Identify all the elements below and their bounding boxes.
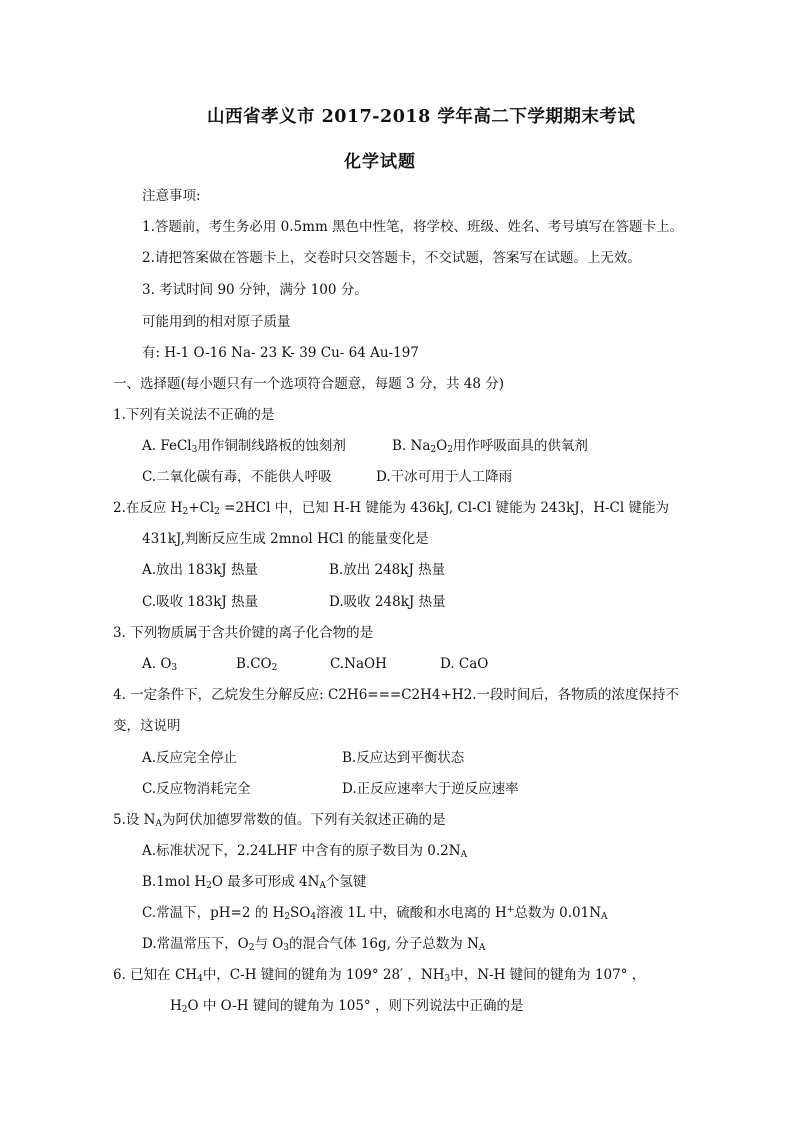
atomic-mass-heading: 可能用到的相对原子质量 xyxy=(142,314,291,330)
question-4-stem: 4. 一定条件下，乙烷发生分解反应: C2H6===C2H4+H2.一段时间后，各物质的浓度保持不 xyxy=(113,687,679,703)
question-4-stem-line2: 变，这说明 xyxy=(113,718,181,734)
notes-item-2: 2.请把答案做在答题卡上，交卷时只交答题卡，不交试题，答案写在试题。上无效。 xyxy=(142,250,641,266)
question-5-stem: 5.设 $N_A$为阿伏加德罗常数的值。下列有关叙述正确的是 xyxy=(113,812,446,829)
question-2-option-b: B.放出 248kJ 热量 xyxy=(329,562,446,578)
question-2-stem: 2.在反应 $H_2+Cl_2 =2HCl$ 中，已知 H-H 键能为 436kJ, Cl-Cl 键能为 243kJ，H-Cl 键能为 xyxy=(113,500,669,517)
question-3-option-b: $B.CO_2$ xyxy=(236,656,278,673)
question-3-option-c: C.NaOH xyxy=(330,656,387,672)
question-2-option-d: D.吸收 248kJ 热量 xyxy=(329,594,446,610)
question-1-option-b: B. $Na_2O_2$用作呼吸面具的供氧剂 xyxy=(392,438,588,455)
question-2-option-a: A.放出 183kJ 热量 xyxy=(142,562,258,578)
question-3-option-d: D. CaO xyxy=(440,656,489,672)
question-3-option-a: A. $O_3$ xyxy=(142,656,178,673)
question-1-option-d: D.干冰可用于人工降雨 xyxy=(376,469,513,485)
page-subtitle: 化学试题 xyxy=(344,152,416,172)
atomic-mass-values: 有: H-1 O-16 Na- 23 K- 39 Cu- 64 Au-197 xyxy=(142,345,419,361)
question-3-stem: 3. 下列物质属于含共价键的离子化合物的是 xyxy=(113,625,374,641)
question-5-option-b: B.1mol $H_2O$ 最多可形成 $4N_A$个氢键 xyxy=(142,874,367,891)
question-6-stem: 6. 已知在 $CH_4$中，C-H 键间的键角为 109° 28′ ，$NH_3$中，N-H 键间的键角为 107° ， xyxy=(113,967,646,984)
question-1-stem: 1.下列有关说法不正确的是 xyxy=(113,407,275,423)
notes-item-3: 3. 考试时间 90 分钟，满分 100 分。 xyxy=(142,282,368,298)
question-5-option-a: A.标准状况下，2.24LHF 中含有的原子数目为 $0.2N_A$ xyxy=(142,843,468,860)
question-4-option-c: C.反应物消耗完全 xyxy=(142,781,251,797)
question-4-option-a: A.反应完全停止 xyxy=(142,750,238,766)
notes-heading: 注意事项: xyxy=(142,188,201,204)
notes-item-1: 1.答题前，考生务必用 0.5mm 黑色中性笔，将学校、班级、姓名、考号填写在答题卡上。 xyxy=(142,219,684,235)
question-2-stem-line2: 431kJ,判断反应生成 2mnol HCl 的能量变化是 xyxy=(142,531,429,547)
question-2-option-c: C.吸收 183kJ 热量 xyxy=(142,594,259,610)
question-5-option-c: C.常温下，pH=2 的 $H_2SO_4$溶液 1L 中，硫酸和水电离的 H+总数为 $0.01N_A$ xyxy=(142,905,608,922)
question-4-option-b: B.反应达到平衡状态 xyxy=(342,750,465,766)
question-1-option-a: A. FeCl$_3$用作铜制线路板的蚀刻剂 xyxy=(142,438,346,455)
question-4-option-d: D.正反应速率大于逆反应速率 xyxy=(342,781,519,797)
question-5-option-d: D.常温常压下，$O_2$与 $O_3$的混合气体 16g, 分子总数为 $N_A$ xyxy=(142,936,486,953)
question-1-option-c: C.二氧化碳有毒，不能供人呼吸 xyxy=(142,469,332,485)
page-title: 山西省孝义市 2017-2018 学年高二下学期期末考试 xyxy=(207,107,636,127)
question-6-stem-line2: $H_2O$ 中 O-H 键间的键角为 105° ，则下列说法中正确的是 xyxy=(170,998,524,1015)
section-heading: 一、选择题(每小题只有一个选项符合题意，每题 3 分，共 48 分) xyxy=(113,376,504,392)
